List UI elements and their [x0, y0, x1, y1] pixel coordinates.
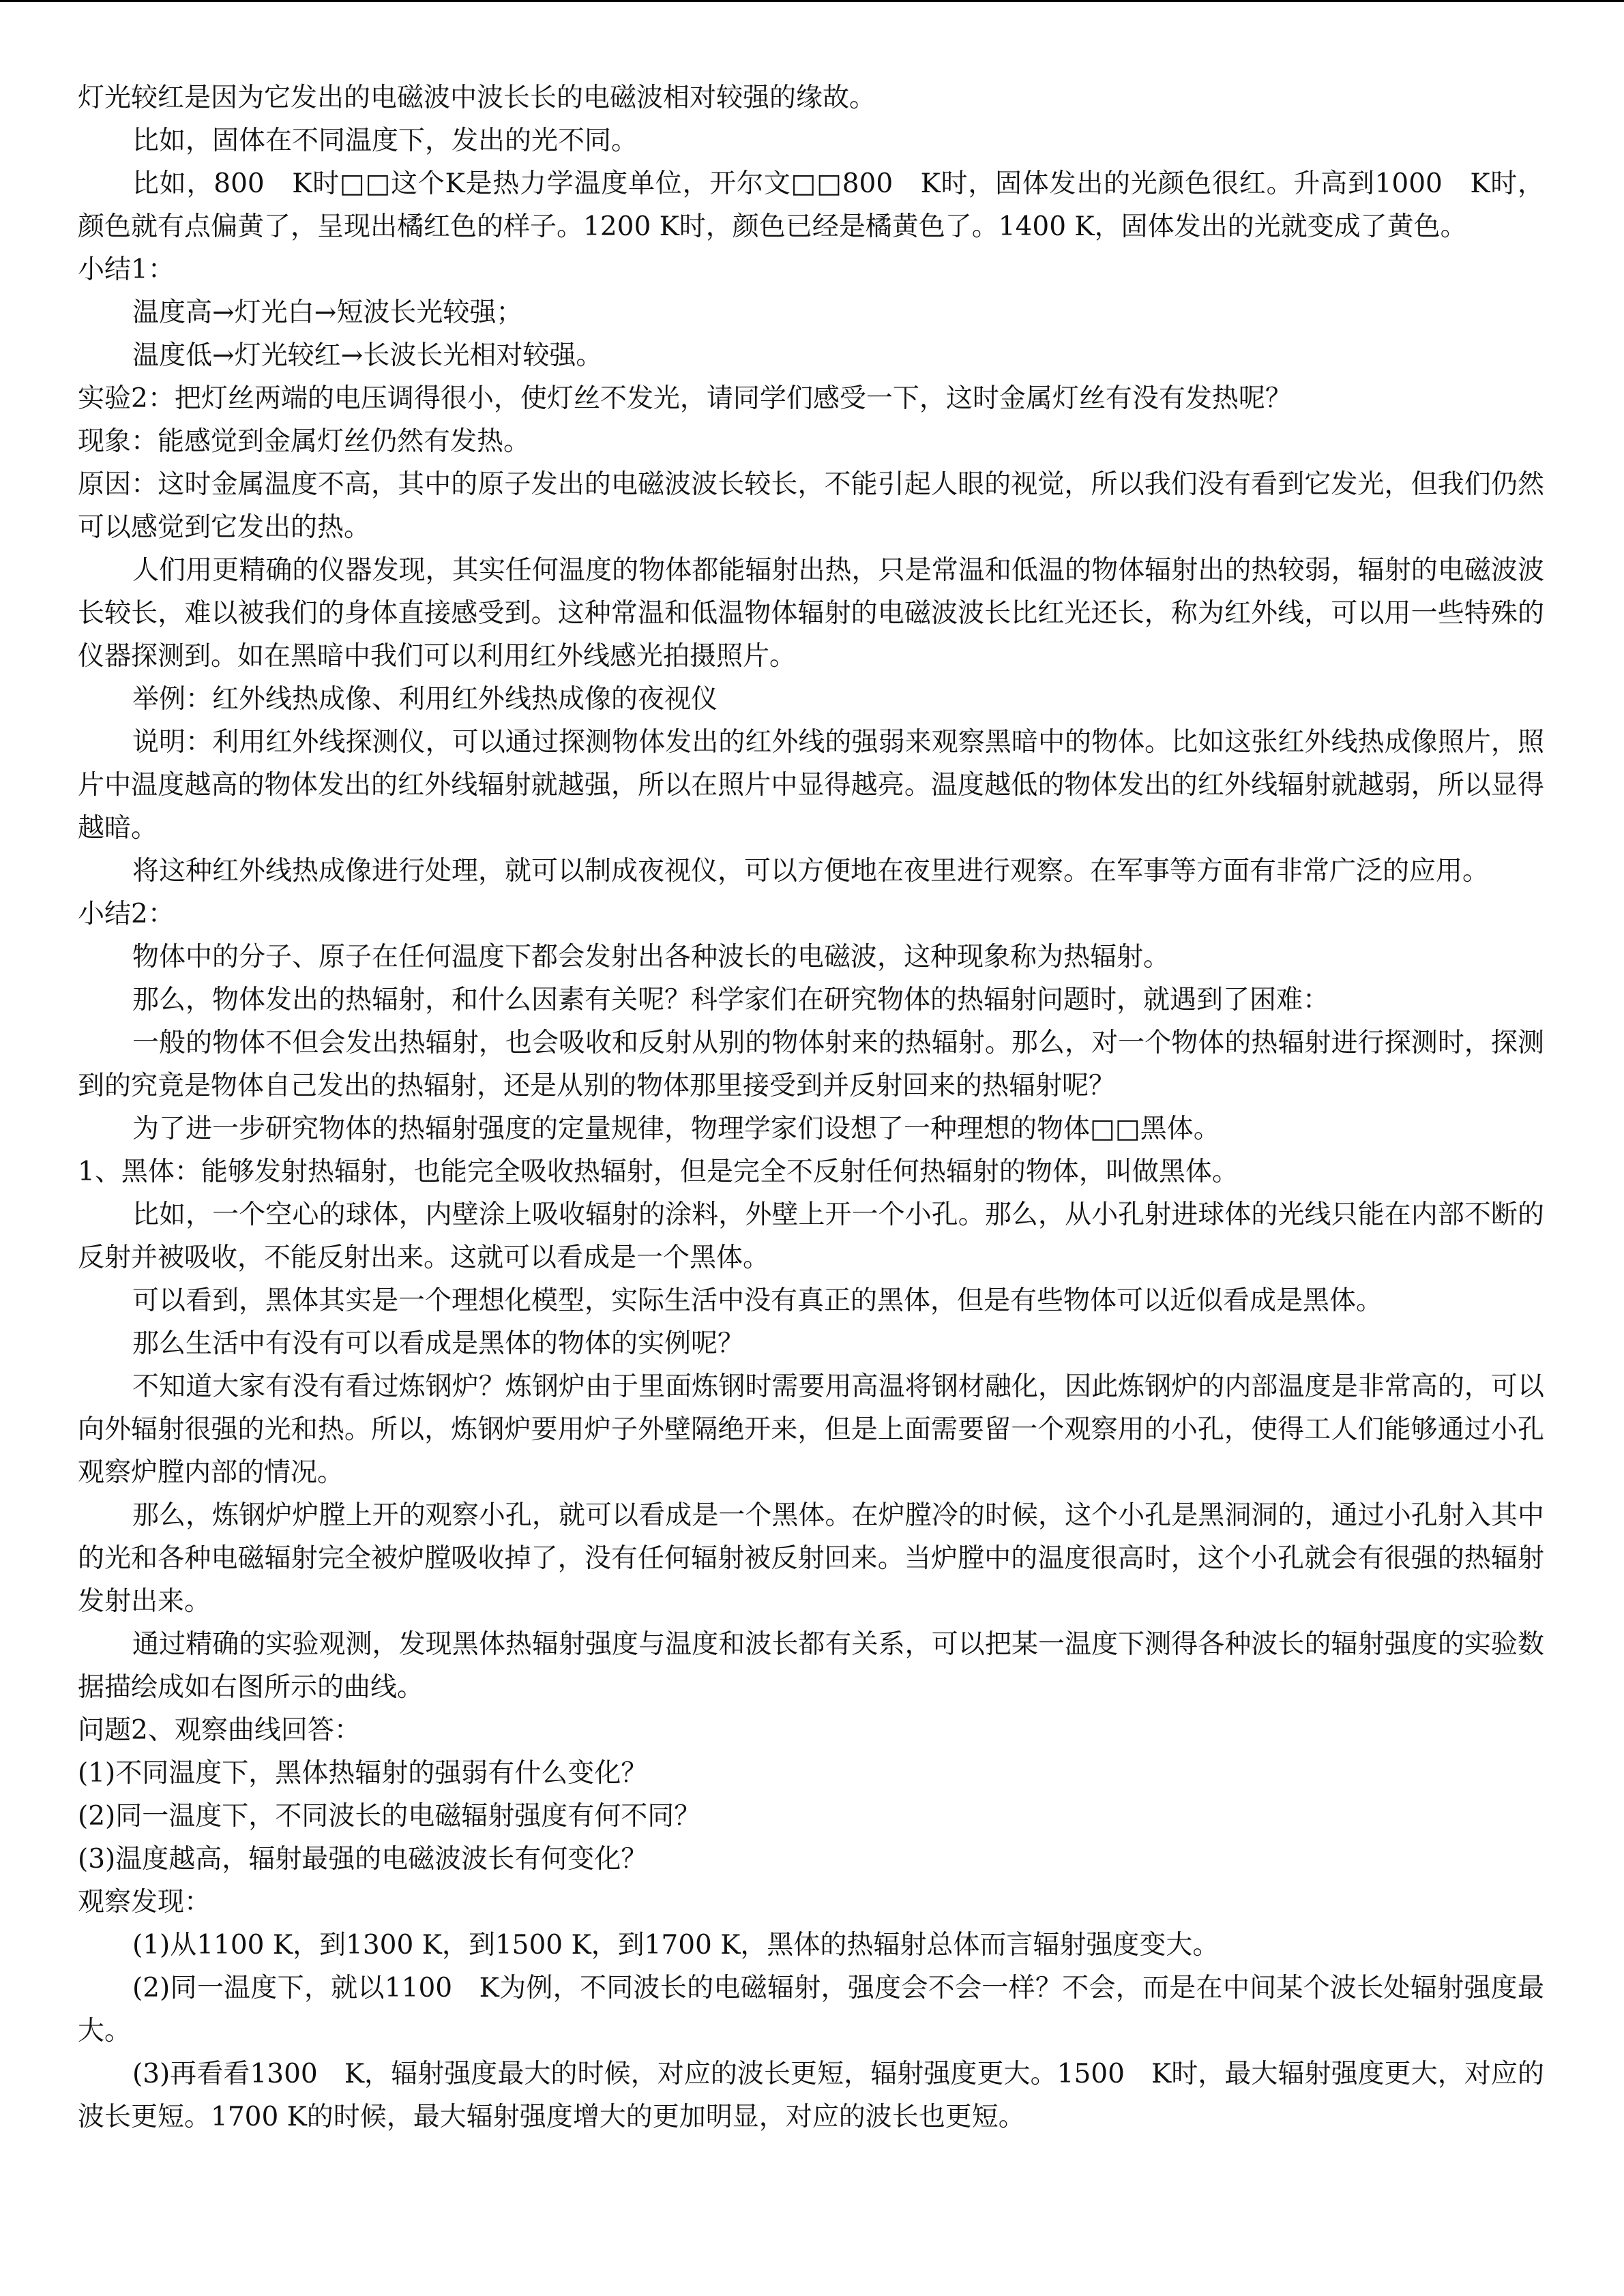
answer-item: (2)同一温度下，就以1100 K为例，不同波长的电磁辐射，强度会不会一样？不会，而是在中间某个波长处辐射强度最大。 [78, 1973, 1544, 2046]
paragraph: 不知道大家有没有看过炼钢炉？炼钢炉由于里面炼钢时需要用高温将钢材融化，因此炼钢炉的内部温度是非常高的，可以向外辐射很强的光和热。所以，炼钢炉要用炉子外壁隔绝开来，但是上面需要留一个观察用的小孔，使得工人们能够通过小孔观察炉膛内部的情况。 [78, 1371, 1544, 1488]
paragraph: 比如，800 K时□□这个K是热力学温度单位，开尔文□□800 K时，固体发出的光颜色很红。升高到1000 K时，颜色就有点偏黄了，呈现出橘红色的样子。1200 K时，颜色已经是橘黄色了。1400 K，固体发出的光就变成了黄色。 [78, 168, 1544, 242]
paragraph: 物体中的分子、原子在任何温度下都会发射出各种波长的电磁波，这种现象称为热辐射。 [132, 942, 1170, 972]
section-heading: 观察发现： [78, 1887, 211, 1918]
page-top-border [0, 0, 1624, 2]
question-item: (3)温度越高，辐射最强的电磁波波长有何变化？ [78, 1844, 648, 1875]
paragraph: 可以看到，黑体其实是一个理想化模型，实际生活中没有真正的黑体，但是有些物体可以近似看成是黑体。 [132, 1285, 1383, 1316]
question-heading: 问题2、观察曲线回答： [78, 1715, 361, 1746]
paragraph: 通过精确的实验观测，发现黑体热辐射强度与温度和波长都有关系，可以把某一温度下测得各种波长的辐射强度的实验数据描绘成如右图所示的曲线。 [78, 1629, 1544, 1703]
question-item: (1)不同温度下，黑体热辐射的强弱有什么变化？ [78, 1758, 648, 1789]
paragraph: 原因：这时金属温度不高，其中的原子发出的电磁波波长较长，不能引起人眼的视觉，所以我们没有看到它发光，但我们仍然可以感觉到它发出的热。 [78, 469, 1544, 543]
paragraph: 那么生活中有没有可以看成是黑体的物体的实例呢？ [132, 1328, 745, 1359]
paragraph: 现象：能感觉到金属灯丝仍然有发热。 [78, 426, 531, 457]
paragraph: 比如，一个空心的球体，内壁涂上吸收辐射的涂料，外壁上开一个小孔。那么，从小孔射进球体的光线只能在内部不断的反射并被吸收，不能反射出来。这就可以看成是一个黑体。 [78, 1199, 1544, 1273]
paragraph: 一般的物体不但会发出热辐射，也会吸收和反射从别的物体射来的热辐射。那么，对一个物体的热辐射进行探测时，探测到的究竟是物体自己发出的热辐射，还是从别的物体那里接受到并反射回来的热辐射呢？ [78, 1028, 1544, 1101]
paragraph: 将这种红外线热成像进行处理，就可以制成夜视仪，可以方便地在夜里进行观察。在军事等方面有非常广泛的应用。 [132, 856, 1490, 886]
paragraph: 说明：利用红外线探测仪，可以通过探测物体发出的红外线的强弱来观察黑暗中的物体。比如这张红外线热成像照片，照片中温度越高的物体发出的红外线辐射就越强，所以在照片中显得越亮。温度越低的物体发出的红外线辐射就越弱，所以显得越暗。 [78, 727, 1544, 844]
question-item: (2)同一温度下，不同波长的电磁辐射强度有何不同？ [78, 1801, 701, 1832]
definition-paragraph: 1、黑体：能够发射热辐射，也能完全吸收热辐射，但是完全不反射任何热辐射的物体，叫做黑体。 [78, 1157, 1239, 1187]
document-body [78, 76, 1544, 2138]
paragraph: 实验2：把灯丝两端的电压调得很小，使灯丝不发光，请同学们感受一下，这时金属灯丝有没有发热呢？ [78, 383, 1292, 414]
answer-item: (3)再看看1300 K，辐射强度最大的时候，对应的波长更短，辐射强度更大。1500 K时，最大辐射强度更大，对应的波长更短。1700 K的时候，最大辐射强度增大的更加明显，对应的波长也更短。 [78, 2059, 1544, 2132]
paragraph: 那么，物体发出的热辐射，和什么因素有关呢？科学家们在研究物体的热辐射问题时，就遇到了困难： [132, 985, 1330, 1015]
paragraph: 为了进一步研究物体的热辐射强度的定量规律，物理学家们设想了一种理想的物体□□黑体。 [132, 1114, 1220, 1144]
paragraph: 比如，固体在不同温度下，发出的光不同。 [132, 125, 638, 156]
section-heading: 小结1： [78, 254, 175, 285]
paragraph: 温度低→灯光较红→长波长光相对较强。 [132, 340, 603, 371]
section-heading: 小结2： [78, 899, 175, 929]
paragraph: 举例：红外线热成像、利用红外线热成像的夜视仪 [132, 684, 718, 715]
paragraph: 灯光较红是因为它发出的电磁波中波长长的电磁波相对较强的缘故。 [78, 83, 876, 113]
paragraph: 温度高→灯光白→短波长光较强； [132, 297, 523, 328]
paragraph: 人们用更精确的仪器发现，其实任何温度的物体都能辐射出热，只是常温和低温的物体辐射出的热较弱，辐射的电磁波波长较长，难以被我们的身体直接感受到。这种常温和低温物体辐射的电磁波波长比红光还长，称为红外线，可以用一些特殊的仪器探测到。如在黑暗中我们可以利用红外线感光拍摄照片。 [78, 555, 1544, 672]
answer-item: (1)从1100 K，到1300 K，到1500 K，到1700 K，黑体的热辐射总体而言辐射强度变大。 [132, 1930, 1220, 1960]
paragraph: 那么，炼钢炉炉膛上开的观察小孔，就可以看成是一个黑体。在炉膛冷的时候，这个小孔是黑洞洞的，通过小孔射入其中的光和各种电磁辐射完全被炉膛吸收掉了，没有任何辐射被反射回来。当炉膛中的温度很高时，这个小孔就会有很强的热辐射发射出来。 [78, 1500, 1544, 1617]
